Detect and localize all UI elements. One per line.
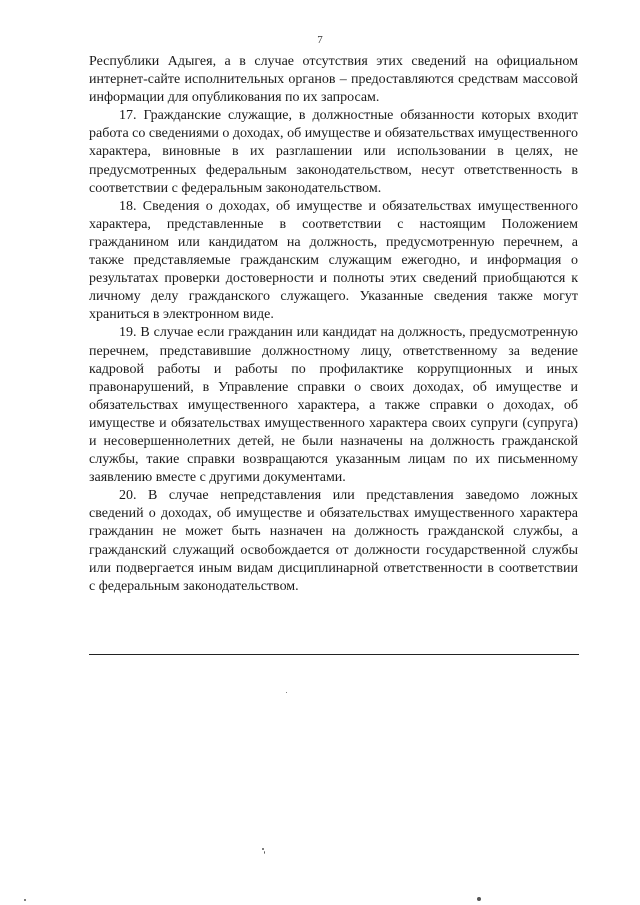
- paragraph-18: 18. Сведения о доходах, об имуществе и обязательствах имущественного характера, представленные в соответствии с настоящим Положением гражданином или кандидатом на должность, предусмотренную перечнем, а также представляемые гражданским служащим ежегодно, и информация о результатах проверки достоверности и полноты этих сведений приобщаются к личному делу гражданского служащего. Указанные сведения также могут храниться в электронном виде.: [89, 198, 578, 323]
- scan-speck: [24, 899, 26, 901]
- scan-speck: [286, 692, 287, 693]
- scan-speck: [262, 848, 264, 850]
- paragraph-19: 19. В случае если гражданин или кандидат на должность, предусмотренную перечнем, представившие должностному лицу, ответственному за ведение кадровой работы и работы по профилактике коррупционных и иных правонарушений, в Управление справки о своих доходах, об имуществе и обязательствах имущественного характера, а также справки о доходах, об имуществе и обязательствах имущественного характера своих супруги (супруга) и несовершеннолетних детей, не были назначены на должность гражданской службы, такие справки возвращаются указанным лицам по их письменному заявлению вместе с другими документами.: [89, 325, 578, 486]
- page-number: 7: [317, 34, 323, 46]
- paragraph-20: 20. В случае непредставления или представления заведомо ложных сведений о доходах, об имуществе и обязательствах имущественного характера гражданин не может быть назначен на должность гражданской службы, а гражданский служащий освобождается от должности государственной службы или подвергается иным видам дисциплинарной ответственности в соответствии с федеральным законодательством.: [89, 488, 578, 594]
- scan-speck: [264, 851, 265, 854]
- paragraph-continuation: Республики Адыгея, а в случае отсутствия этих сведений на официальном интернет-сайте исполнительных органов – предоставляются средствам массовой информации для опубликования по их запросам.: [89, 54, 578, 106]
- scan-speck: [477, 897, 481, 901]
- document-body: [89, 53, 578, 596]
- end-of-text-rule: [89, 654, 579, 655]
- paragraph-17: 17. Гражданские служащие, в должностные обязанности которых входит работа со сведениями о доходах, об имуществе и обязательствах имущественного характера, виновные в их разглашении или использовании в целях, не предусмотренных федеральным законодательством, несут ответственность в соответствии с федеральным законодательством.: [89, 108, 578, 196]
